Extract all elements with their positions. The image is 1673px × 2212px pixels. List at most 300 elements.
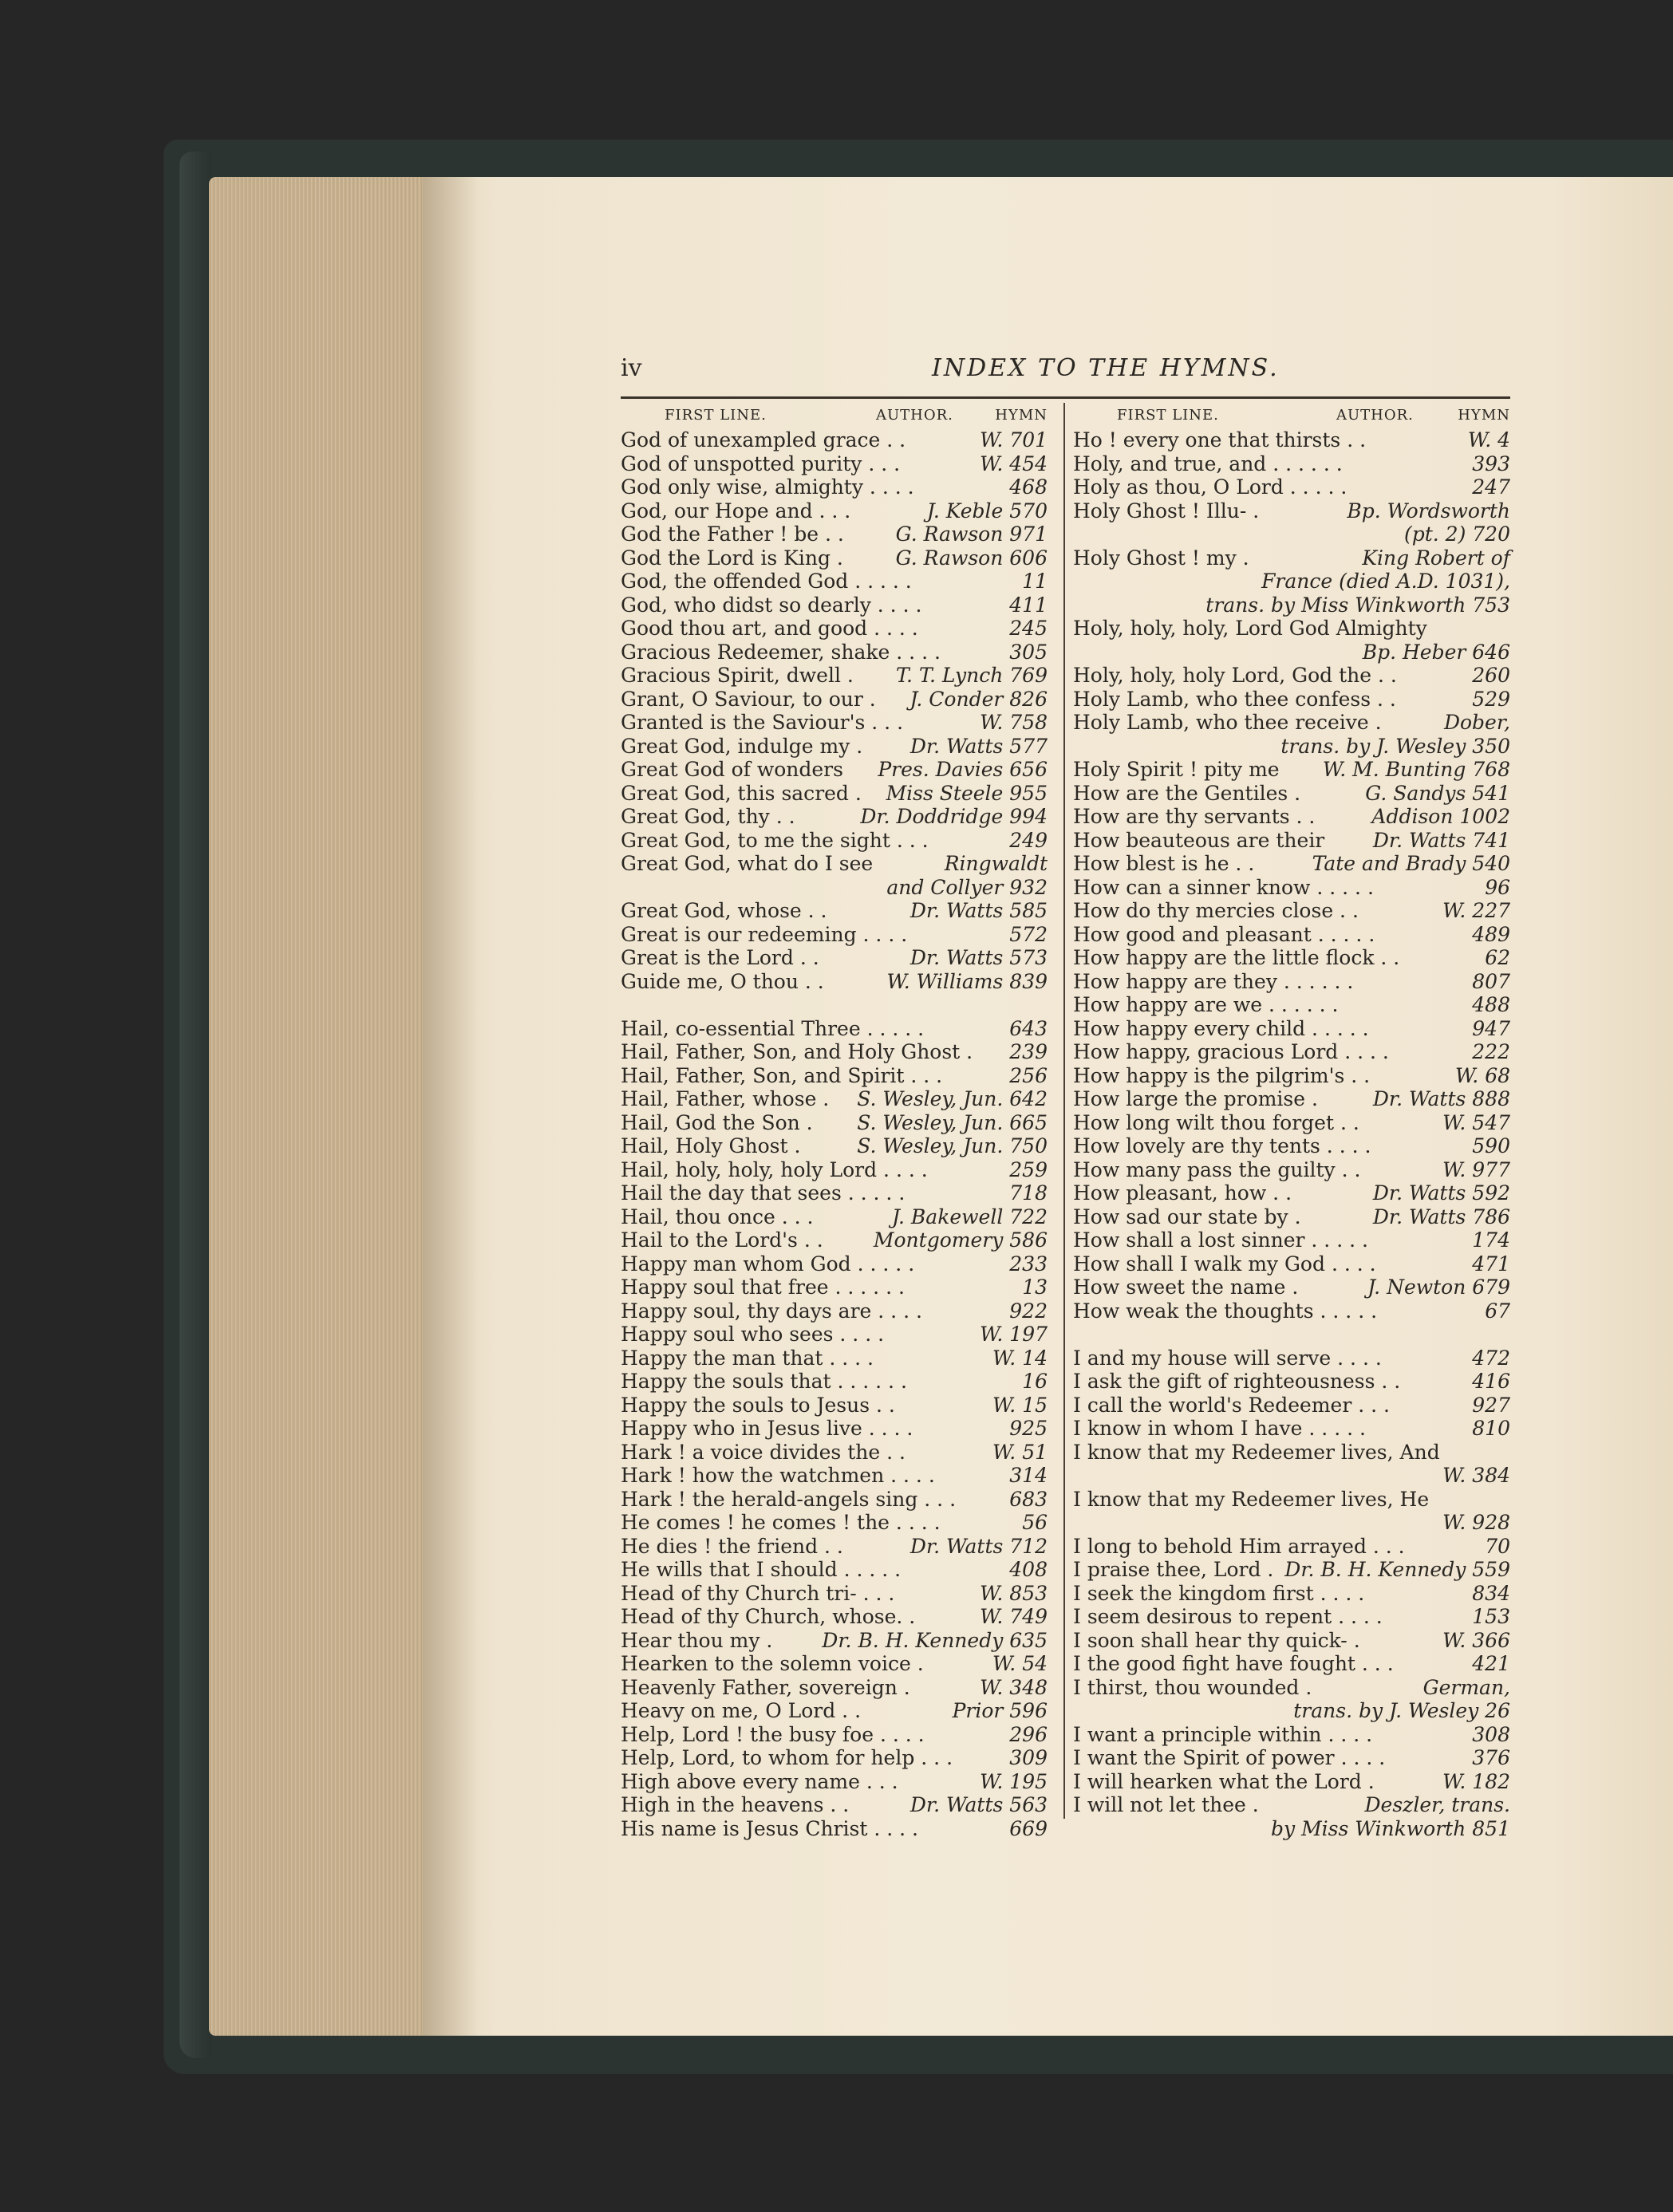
index-entry: [1073, 1652, 1510, 1676]
author-and-hymn: 471: [1472, 1252, 1510, 1276]
index-entry: [1073, 1417, 1510, 1441]
index-entry: [621, 1605, 1048, 1629]
first-line: Great God of wonders: [621, 758, 843, 781]
first-line-header: FIRST LINE.: [665, 407, 767, 424]
author-and-hymn: Ringwaldt: [944, 852, 1048, 875]
author-and-hymn: 590: [1472, 1134, 1510, 1157]
index-entry: [621, 1394, 1048, 1417]
author-and-hymn: W. 977: [1442, 1157, 1510, 1181]
author-header: AUTHOR.: [1336, 407, 1414, 424]
index-entry: [1073, 1252, 1510, 1276]
right-column: [1073, 403, 1510, 1840]
author-and-hymn: 925: [1009, 1417, 1048, 1440]
author-and-hymn: Dr. Watts 592: [1372, 1181, 1510, 1205]
index-entry: [1073, 617, 1510, 641]
index-entry: [621, 593, 1048, 617]
author-and-hymn: W. 454: [980, 451, 1048, 475]
author-and-hymn: Dr. Doddridge 994: [860, 805, 1048, 828]
index-entry: [1073, 1793, 1510, 1817]
first-line: God, our Hope and . . .: [621, 499, 851, 522]
first-line: Hearken to the solemn voice .: [621, 1652, 924, 1675]
author-and-hymn: 421: [1472, 1652, 1510, 1675]
first-line: How many pass the guilty . .: [1073, 1157, 1361, 1181]
index-entry: [1073, 1158, 1510, 1182]
index-entry: [621, 546, 1048, 570]
first-line: How sweet the name .: [1073, 1276, 1299, 1299]
author-and-hymn: 153: [1472, 1605, 1510, 1628]
first-line: Gracious Redeemer, shake . . . .: [621, 640, 941, 664]
first-line: Great is our redeeming . . . .: [621, 922, 908, 946]
author-and-hymn: W. 547: [1442, 1110, 1510, 1134]
author-and-hymn: Deszler, trans.: [1364, 1793, 1510, 1816]
author-and-hymn: Dr. Watts 888: [1372, 1087, 1510, 1110]
index-entry: [621, 1699, 1048, 1723]
first-line-header: FIRST LINE.: [1117, 407, 1219, 424]
first-line: Gracious Spirit, dwell .: [621, 664, 854, 687]
book-spine: [180, 152, 211, 2058]
author-and-hymn: Addison 1002: [1371, 805, 1510, 828]
index-entry: [1073, 1111, 1510, 1135]
first-line: Happy man whom God . . . . .: [621, 1252, 915, 1276]
author-and-hymn: Dober,: [1443, 711, 1510, 734]
first-line: Holy Ghost ! Illu- .: [1073, 499, 1260, 522]
author-and-hymn: 309: [1009, 1746, 1048, 1769]
index-entry: [621, 1582, 1048, 1606]
index-entry: [621, 711, 1048, 735]
author-and-hymn: Dr. Watts 741: [1372, 828, 1510, 852]
index-entry: [621, 570, 1048, 593]
index-entry: [621, 758, 1048, 782]
author-and-hymn: 245: [1009, 617, 1048, 640]
author-and-hymn: 296: [1009, 1722, 1048, 1746]
author-and-hymn: 67: [1485, 1299, 1510, 1323]
first-line: Help, Lord ! the busy foe . . . .: [621, 1722, 925, 1746]
index-entry: [621, 1629, 1048, 1653]
index-entry: [621, 641, 1048, 664]
author-and-hymn: J. Keble 570: [926, 499, 1048, 522]
first-line: I the good fight have fought . . .: [1073, 1652, 1394, 1675]
first-line: I call the world's Redeemer . . .: [1073, 1393, 1390, 1417]
first-line: How long wilt thou forget . .: [1073, 1110, 1359, 1134]
author-and-hymn: 96: [1485, 875, 1510, 899]
author-and-hymn: W. 51: [992, 1440, 1048, 1464]
first-line: Hail, co-essential Three . . . . .: [621, 1016, 925, 1040]
first-line: God the Father ! be . .: [621, 522, 844, 546]
author-and-hymn: 393: [1472, 451, 1510, 475]
index-entry: [621, 1111, 1048, 1135]
index-entry: [1073, 428, 1510, 452]
index-entry: [1073, 1723, 1510, 1747]
header-rule: [621, 396, 1510, 399]
index-entry: [1073, 1511, 1510, 1535]
first-line: He dies ! the friend . .: [621, 1534, 843, 1558]
first-line: Great God, what do I see: [621, 852, 874, 875]
index-entry: [1073, 1441, 1510, 1465]
first-line: He wills that I should . . . . .: [621, 1558, 902, 1581]
first-line: I want a principle within . . . .: [1073, 1722, 1373, 1746]
first-line: How beauteous are their: [1073, 828, 1325, 852]
first-line: Happy soul that free . . . . . .: [621, 1276, 905, 1299]
first-line: Hark ! how the watchmen . . . .: [621, 1464, 935, 1487]
section-gap: [1073, 1323, 1510, 1347]
index-entry: [621, 946, 1048, 970]
author-and-hymn: 260: [1472, 664, 1510, 687]
author-and-hymn: trans. by J. Wesley 350: [1280, 734, 1510, 758]
first-line: How shall a lost sinner . . . . .: [1073, 1228, 1368, 1252]
first-line: I praise thee, Lord .: [1073, 1558, 1274, 1581]
author-and-hymn: German,: [1422, 1675, 1510, 1699]
author-and-hymn: Pres. Davies 656: [878, 758, 1048, 781]
index-entry: [1073, 1676, 1510, 1700]
author-and-hymn: W. 227: [1442, 899, 1510, 922]
author-and-hymn: and Collyer 932: [886, 875, 1048, 899]
index-entry: [1073, 1087, 1510, 1111]
index-entry: [621, 1417, 1048, 1441]
gutter-shadow: [423, 177, 479, 2036]
index-entry: [621, 899, 1048, 923]
index-entry: [621, 1370, 1048, 1394]
index-entry: [1073, 1347, 1510, 1370]
index-entry: [1073, 1064, 1510, 1088]
first-line: Hear thou my .: [621, 1628, 773, 1652]
author-and-hymn: W. M. Bunting 768: [1322, 758, 1510, 781]
author-and-hymn: W. 928: [1442, 1511, 1510, 1534]
index-entry: [621, 1464, 1048, 1488]
first-line: Hail to the Lord's . .: [621, 1228, 823, 1252]
index-entry: [1073, 1699, 1510, 1723]
index-entry: [621, 735, 1048, 759]
index-entry: [1073, 1558, 1510, 1582]
index-entry: [621, 1017, 1048, 1041]
author-and-hymn: 922: [1009, 1299, 1048, 1323]
index-entry: [1073, 1629, 1510, 1653]
author-header: AUTHOR.: [876, 407, 953, 424]
author-and-hymn: W. 54: [992, 1652, 1048, 1675]
index-entry: [621, 1158, 1048, 1182]
author-and-hymn: Dr. Watts 563: [909, 1793, 1048, 1816]
author-and-hymn: W. 366: [1442, 1628, 1510, 1652]
author-and-hymn: 669: [1009, 1816, 1048, 1840]
first-line: I seek the kingdom first . . . .: [1073, 1581, 1365, 1605]
first-line: Hail, Father, Son, and Holy Ghost .: [621, 1040, 973, 1063]
index-entry: [621, 499, 1048, 523]
index-entry: [621, 1134, 1048, 1158]
index-entry: [1073, 641, 1510, 664]
index-entry: [1073, 1464, 1510, 1488]
index-entry: [621, 876, 1048, 900]
first-line: How shall I walk my God . . . .: [1073, 1252, 1376, 1276]
section-gap: [621, 993, 1048, 1017]
author-and-hymn: W. 384: [1442, 1464, 1510, 1487]
first-line: How sad our state by .: [1073, 1205, 1301, 1228]
index-entry: [621, 1252, 1048, 1276]
index-entry: [1073, 664, 1510, 688]
index-entry: [1073, 782, 1510, 806]
author-and-hymn: Prior 596: [952, 1699, 1048, 1722]
author-and-hymn: 247: [1472, 475, 1510, 499]
index-entry: [621, 852, 1048, 876]
first-line: God the Lord is King .: [621, 546, 843, 570]
index-entry: [1073, 970, 1510, 994]
author-and-hymn: 256: [1009, 1063, 1048, 1087]
author-and-hymn: Dr. Watts 577: [909, 734, 1048, 758]
author-and-hymn: S. Wesley, Jun. 665: [857, 1110, 1048, 1134]
index-entry: [621, 805, 1048, 829]
left-entries: [621, 428, 1048, 1840]
first-line: How are the Gentiles .: [1073, 781, 1301, 805]
first-line: Holy as thou, O Lord . . . . .: [1073, 475, 1347, 499]
index-entry: [621, 1652, 1048, 1676]
index-entry: [1073, 1746, 1510, 1770]
index-entry: [1073, 946, 1510, 970]
first-line: Holy, and true, and . . . . . .: [1073, 451, 1343, 475]
index-entry: [1073, 1582, 1510, 1606]
author-and-hymn: T. T. Lynch 769: [896, 664, 1048, 687]
author-and-hymn: G. Sandys 541: [1365, 781, 1510, 805]
first-line: Great is the Lord . .: [621, 946, 819, 969]
first-line: Help, Lord, to whom for help . . .: [621, 1746, 953, 1769]
author-and-hymn: King Robert of: [1362, 546, 1510, 570]
index-entry: [1073, 688, 1510, 712]
index-entry: [621, 923, 1048, 947]
first-line: Hail, Father, Son, and Spirit . . .: [621, 1063, 943, 1087]
author-and-hymn: 11: [1022, 570, 1048, 593]
first-line: How happy are we . . . . . .: [1073, 993, 1339, 1016]
first-line: Holy Ghost ! my .: [1073, 546, 1249, 570]
author-and-hymn: Dr. Watts 712: [909, 1534, 1048, 1558]
author-and-hymn: 529: [1472, 687, 1510, 711]
first-line: Grant, O Saviour, to our .: [621, 687, 876, 711]
left-column-header: [621, 403, 1048, 428]
author-and-hymn: 249: [1009, 828, 1048, 852]
index-entry: [1073, 923, 1510, 947]
first-line: Hail, thou once . . .: [621, 1205, 814, 1228]
index-entry: [621, 1723, 1048, 1747]
index-entry: [1073, 593, 1510, 617]
first-line: How can a sinner know . . . . .: [1073, 875, 1374, 899]
first-line: How weak the thoughts . . . . .: [1073, 1299, 1378, 1323]
first-line: Happy soul who sees . . . .: [621, 1323, 885, 1346]
author-and-hymn: W. 68: [1454, 1063, 1510, 1087]
index-entry: [1073, 852, 1510, 876]
first-line: Hail, holy, holy, holy Lord . . . .: [621, 1157, 928, 1181]
index-entry: [621, 1064, 1048, 1088]
first-line: How happy are the little flock . .: [1073, 946, 1400, 969]
author-and-hymn: 718: [1009, 1181, 1048, 1205]
left-column: [621, 403, 1048, 1840]
first-line: How are thy servants . .: [1073, 805, 1316, 828]
index-entry: [1073, 1017, 1510, 1041]
index-entry: [621, 1488, 1048, 1512]
author-and-hymn: Bp. Wordsworth: [1347, 499, 1510, 522]
author-and-hymn: 489: [1472, 922, 1510, 946]
author-and-hymn: W. 15: [992, 1393, 1048, 1417]
first-line: Happy the man that . . . .: [621, 1346, 874, 1370]
author-and-hymn: 70: [1485, 1534, 1510, 1558]
index-entry: [621, 452, 1048, 476]
index-entry: [621, 1205, 1048, 1229]
index-entry: [621, 1746, 1048, 1770]
first-line: Holy, holy, holy Lord, God the . .: [1073, 664, 1397, 687]
index-entry: [1073, 1535, 1510, 1559]
author-and-hymn: 376: [1472, 1746, 1510, 1769]
index-entry: [621, 782, 1048, 806]
author-and-hymn: Tate and Brady 540: [1312, 852, 1510, 875]
index-entry: [621, 1323, 1048, 1347]
author-and-hymn: 305: [1009, 640, 1048, 664]
first-line: How happy is the pilgrim's . .: [1073, 1063, 1371, 1087]
index-entry: [1073, 1370, 1510, 1394]
index-entry: [1073, 1134, 1510, 1158]
index-entry: [1073, 475, 1510, 499]
first-line: Great God, thy . .: [621, 805, 795, 828]
first-line: His name is Jesus Christ . . . .: [621, 1816, 918, 1840]
author-and-hymn: G. Rawson 606: [895, 546, 1048, 570]
column-divider: [1063, 403, 1065, 1819]
first-line: Happy who in Jesus live . . . .: [621, 1417, 913, 1440]
first-line: I long to behold Him arrayed . . .: [1073, 1534, 1405, 1558]
index-entry: [621, 688, 1048, 712]
first-line: Happy soul, thy days are . . . .: [621, 1299, 922, 1323]
index-entry: [621, 664, 1048, 688]
author-and-hymn: W. 749: [980, 1605, 1048, 1628]
author-and-hymn: 408: [1009, 1558, 1048, 1581]
first-line: How large the promise .: [1073, 1087, 1318, 1110]
first-line: How happy every child . . . . .: [1073, 1016, 1369, 1040]
first-line: Happy the souls to Jesus . .: [621, 1393, 895, 1417]
first-line: How good and pleasant . . . . .: [1073, 922, 1375, 946]
author-and-hymn: trans. by J. Wesley 26: [1293, 1699, 1510, 1722]
first-line: He comes ! he comes ! the . . . .: [621, 1511, 941, 1534]
author-and-hymn: 472: [1472, 1346, 1510, 1370]
first-line: How happy, gracious Lord . . . .: [1073, 1040, 1389, 1063]
first-line: Head of thy Church, whose. .: [621, 1605, 916, 1628]
first-line: God of unexampled grace . .: [621, 428, 906, 451]
index-entry: [1073, 1488, 1510, 1512]
index-entry: [1073, 1299, 1510, 1323]
author-and-hymn: 233: [1009, 1252, 1048, 1276]
first-line: Holy, holy, holy, Lord God Almighty: [1073, 617, 1427, 640]
index-entry: [621, 1087, 1048, 1111]
author-and-hymn: S. Wesley, Jun. 642: [857, 1087, 1048, 1110]
first-line: How happy are they . . . . . .: [1073, 969, 1354, 993]
page-number: iv: [621, 354, 642, 382]
first-line: High in the heavens . .: [621, 1793, 850, 1816]
first-line: I will hearken what the Lord .: [1073, 1769, 1375, 1793]
first-line: How do thy mercies close . .: [1073, 899, 1359, 922]
index-entry: [1073, 546, 1510, 570]
right-entries: [1073, 428, 1510, 1840]
first-line: Hail, Holy Ghost .: [621, 1134, 801, 1157]
index-entry: [621, 1228, 1048, 1252]
first-line: God, who didst so dearly . . . .: [621, 593, 922, 617]
index-entry: [1073, 735, 1510, 759]
index-entry: [621, 1535, 1048, 1559]
author-and-hymn: by Miss Winkworth 851: [1271, 1816, 1510, 1840]
author-and-hymn: 488: [1472, 993, 1510, 1016]
first-line: Guide me, O thou . .: [621, 969, 824, 993]
author-and-hymn: 468: [1009, 475, 1048, 499]
first-line: Holy Spirit ! pity me: [1073, 758, 1280, 781]
first-line: Hark ! a voice divides the . .: [621, 1440, 906, 1464]
author-and-hymn: S. Wesley, Jun. 750: [857, 1134, 1048, 1157]
author-and-hymn: trans. by Miss Winkworth 753: [1205, 593, 1510, 617]
author-and-hymn: J. Bakewell 722: [891, 1205, 1048, 1228]
author-and-hymn: W. 853: [980, 1581, 1048, 1605]
author-and-hymn: Bp. Heber 646: [1362, 640, 1510, 664]
author-and-hymn: W. 197: [980, 1323, 1048, 1346]
first-line: I will not let thee .: [1073, 1793, 1259, 1816]
author-and-hymn: J. Newton 679: [1367, 1276, 1510, 1299]
author-and-hymn: 807: [1472, 969, 1510, 993]
first-line: Good thou art, and good . . . .: [621, 617, 918, 640]
index-entry: [621, 475, 1048, 499]
author-and-hymn: W. 701: [980, 428, 1048, 451]
author-and-hymn: G. Rawson 971: [895, 522, 1048, 546]
first-line: Great God, indulge my .: [621, 734, 863, 758]
first-line: I ask the gift of righteousness . .: [1073, 1370, 1401, 1393]
author-and-hymn: 314: [1009, 1464, 1048, 1487]
author-and-hymn: 56: [1022, 1511, 1048, 1534]
author-and-hymn: 834: [1472, 1581, 1510, 1605]
index-entry: [621, 1347, 1048, 1370]
index-entry: [621, 1181, 1048, 1205]
author-and-hymn: W. 758: [980, 711, 1048, 734]
index-entry: [1073, 1770, 1510, 1794]
author-and-hymn: 259: [1009, 1157, 1048, 1181]
index-entry: [621, 1511, 1048, 1535]
author-and-hymn: Dr. Watts 585: [909, 899, 1048, 922]
index-entry: [621, 970, 1048, 994]
index-entry: [1073, 1228, 1510, 1252]
page-edges: [209, 177, 423, 2036]
first-line: Great God, to me the sight . . .: [621, 828, 929, 852]
index-entry: [621, 428, 1048, 452]
first-line: I and my house will serve . . . .: [1073, 1346, 1382, 1370]
first-line: God of unspotted purity . . .: [621, 451, 901, 475]
index-entry: [1073, 829, 1510, 853]
author-and-hymn: J. Conder 826: [909, 687, 1048, 711]
index-entry: [621, 522, 1048, 546]
author-and-hymn: Montgomery 586: [873, 1228, 1048, 1252]
index-entry: [1073, 899, 1510, 923]
author-and-hymn: 643: [1009, 1016, 1048, 1040]
index-entry: [1073, 1181, 1510, 1205]
index-entry: [621, 829, 1048, 853]
first-line: I soon shall hear thy quick- .: [1073, 1628, 1360, 1652]
first-line: How pleasant, how . .: [1073, 1181, 1292, 1205]
author-and-hymn: 222: [1472, 1040, 1510, 1063]
author-and-hymn: (pt. 2) 720: [1403, 522, 1510, 546]
index-entry: [1073, 499, 1510, 523]
first-line: I know in whom I have . . . . .: [1073, 1417, 1366, 1440]
author-and-hymn: Dr. Watts 786: [1372, 1205, 1510, 1228]
index-entry: [1073, 452, 1510, 476]
author-and-hymn: Dr. Watts 573: [909, 946, 1048, 969]
first-line: Hark ! the herald-angels sing . . .: [621, 1487, 957, 1511]
index-entry: [621, 1441, 1048, 1465]
first-line: Hail, Father, whose .: [621, 1087, 830, 1110]
index-entry: [621, 1793, 1048, 1817]
author-and-hymn: W. 4: [1467, 428, 1510, 451]
author-and-hymn: Dr. B. H. Kennedy 559: [1284, 1558, 1510, 1581]
index-entry: [1073, 522, 1510, 546]
first-line: Holy Lamb, who thee confess . .: [1073, 687, 1396, 711]
author-and-hymn: 411: [1009, 593, 1048, 617]
index-entry: [621, 1299, 1048, 1323]
author-and-hymn: 572: [1009, 922, 1048, 946]
first-line: Hail the day that sees . . . . .: [621, 1181, 906, 1205]
